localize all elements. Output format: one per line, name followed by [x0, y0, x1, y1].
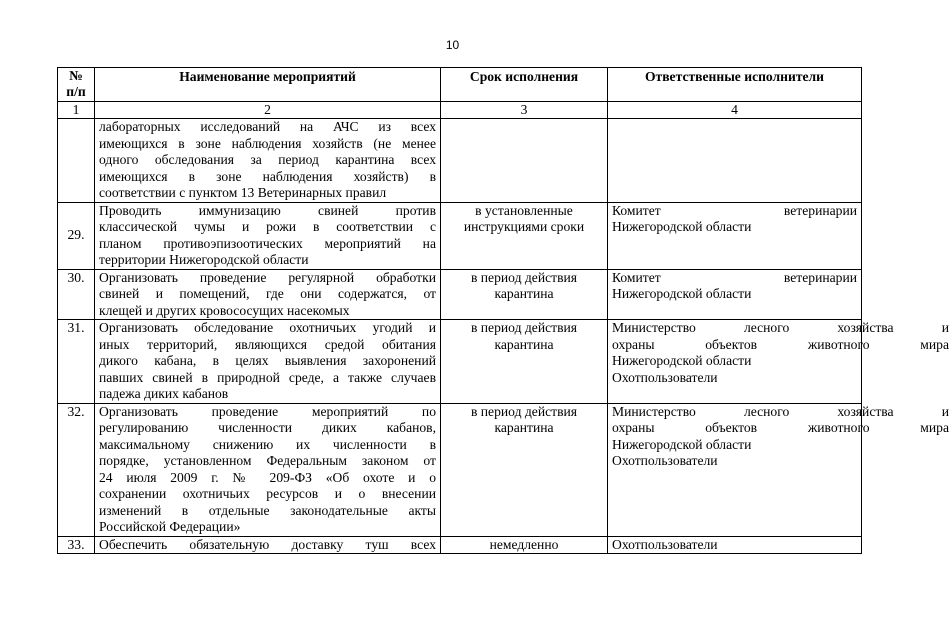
- header-row: [58, 68, 862, 102]
- deadline-cell: в период действия карантина: [441, 403, 608, 536]
- measure-line: Проводить иммунизацию свиней против: [99, 202, 436, 218]
- deadline-cell: в период действия карантина: [441, 269, 608, 320]
- table-row: [58, 536, 862, 554]
- responsible-line: Охотпользователи: [612, 453, 718, 468]
- measure-line: дикого кабана, в целях выявления захоронений: [99, 353, 436, 368]
- responsible-line: охраны объектов животного мира: [612, 336, 949, 352]
- measure-line: Организовать проведение регулярной обработки: [99, 269, 436, 285]
- measure-line: свиней и помещений, где они содержатся, от: [99, 286, 436, 301]
- responsible-line: Министерство лесного хозяйства и: [612, 320, 949, 335]
- measure-text: [95, 403, 441, 536]
- measure-line: соответствии с пунктом 13 Ветеринарных правил: [99, 185, 387, 200]
- row-number: 32.: [58, 403, 95, 536]
- measure-text: [95, 320, 441, 404]
- measure-text: [95, 269, 441, 320]
- header-deadline: Срок исполнения: [441, 68, 608, 102]
- responsible-cell: [608, 536, 862, 554]
- responsible-word: ветеринарии: [783, 269, 857, 285]
- responsible-word: Комитет: [612, 202, 661, 218]
- header-responsible: Ответственные исполнители: [608, 68, 862, 102]
- measure-line: регулированию численности диких кабанов,: [99, 420, 436, 435]
- measure-text: [95, 202, 441, 269]
- measure-text: [95, 536, 441, 554]
- measure-line: лабораторных исследований на АЧС из всех: [99, 119, 436, 134]
- page-number: 10: [445, 38, 460, 52]
- responsible-word: ветеринарии: [783, 202, 857, 218]
- measure-line: максимальному снижению их численности в: [99, 436, 436, 452]
- table-row: [58, 403, 862, 536]
- responsible-line: Нижегородской области: [612, 219, 752, 234]
- responsible-cell: [608, 269, 862, 320]
- measure-line: сохранении охотничьих ресурсов и о внесении: [99, 486, 436, 501]
- index-cell: 3: [441, 102, 608, 119]
- measure-text: [95, 119, 441, 203]
- responsible-cell: [608, 202, 862, 269]
- measure-line: имеющихся в зоне наблюдения хозяйств) в: [99, 168, 436, 184]
- measure-line: Организовать обследование охотничьих угодий и: [99, 320, 436, 335]
- measure-line: Организовать проведение мероприятий по: [99, 403, 436, 419]
- measure-line: изменений в отдельные законодательные акты: [99, 502, 436, 518]
- responsible-line: Охотпользователи: [612, 369, 718, 385]
- row-number: 33.: [58, 536, 95, 554]
- index-cell: 4: [608, 102, 862, 119]
- responsible-line: Нижегородской области: [612, 436, 752, 452]
- deadline-cell: в период действия карантина: [441, 320, 608, 404]
- header-num-line2: п/п: [66, 84, 86, 99]
- measure-line: иных территорий, являющихся средой обитания: [99, 336, 436, 352]
- index-cell: 1: [58, 102, 95, 119]
- responsible-word: Комитет: [612, 269, 661, 285]
- responsible-line: Министерство лесного хозяйства и: [612, 403, 949, 419]
- index-cell: 2: [95, 102, 441, 119]
- row-number: [58, 119, 95, 203]
- index-row: [58, 102, 862, 119]
- measure-line: клещей и других кровососущих насекомых: [99, 302, 350, 318]
- header-num-line1: №: [69, 68, 83, 83]
- row-number: 29.: [58, 202, 95, 269]
- table-row: [58, 269, 862, 320]
- table-row: [58, 202, 862, 269]
- measure-line: Обеспечить обязательную доставку туш всех: [99, 536, 436, 552]
- deadline-cell: в установленные инструкциями сроки: [441, 202, 608, 269]
- deadline-cell: немедленно: [441, 536, 608, 554]
- responsible-line: охраны объектов животного мира: [612, 420, 949, 435]
- row-number: 30.: [58, 269, 95, 320]
- header-name: Наименование мероприятий: [95, 68, 441, 102]
- header-num: [58, 68, 95, 102]
- measure-line: планом противоэпизоотических мероприятий на: [99, 235, 436, 251]
- responsible-line: Охотпользователи: [612, 536, 718, 552]
- responsible-line: Нижегородской области: [612, 353, 752, 368]
- measure-line: одного обследования за период карантина всех: [99, 152, 436, 167]
- measure-line: павших свиней в природной среде, а также случаев: [99, 369, 436, 385]
- measure-line: Российской Федерации»: [99, 519, 241, 534]
- table-row: [58, 320, 862, 404]
- measure-line: территории Нижегородской области: [99, 252, 309, 267]
- measure-line: падежа диких кабанов: [99, 386, 229, 401]
- measure-line: 24 июля 2009 г. № 209-ФЗ «Об охоте и о: [99, 469, 436, 485]
- deadline-cell: [441, 119, 608, 203]
- responsible-cell: [608, 119, 862, 203]
- responsible-cell: [608, 320, 949, 404]
- measure-line: порядке, установленном Федеральным законом от: [99, 453, 436, 468]
- measure-line: классической чумы и рожи в соответствии с: [99, 219, 436, 234]
- table-row: [58, 119, 862, 203]
- measures-table: [57, 67, 949, 554]
- row-number: 31.: [58, 320, 95, 404]
- responsible-cell: [608, 403, 949, 536]
- responsible-line: Нижегородской области: [612, 286, 752, 301]
- measure-line: имеющихся в зоне наблюдения хозяйств (не менее: [99, 135, 436, 151]
